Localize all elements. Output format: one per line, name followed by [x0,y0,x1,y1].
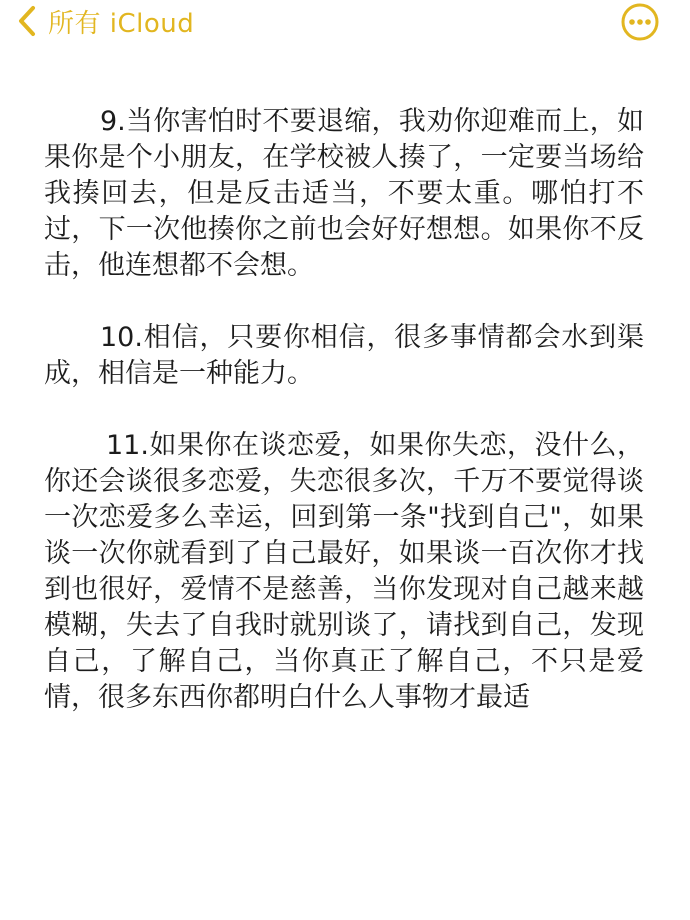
back-label: 所有 iCloud [48,8,195,39]
more-options-button[interactable] [620,2,660,42]
note-paragraph-11: 11.如果你在谈恋爱，如果你失恋，没什么，你还会谈很多恋爱，失恋很多次，千万不要觉得谈一次恋爱多么幸运，回到第一条"找到自己"，如果谈一次你就看到了自己最好，如果谈一百次你才找到也很好，爱情不是慈善，当你发现对自己越来越模糊，失去了自我时就别谈了，请找到自己，发现自己，了解自己，当你真正了解自己，不只是爱情，很多东西你都明白什么人事物才最适 [44,430,644,713]
chevron-left-icon [14,4,40,38]
navigation-bar [0,0,690,44]
note-paragraph-9: 9.当你害怕时不要退缩，我劝你迎难而上，如果你是个小朋友，在学校被人揍了，一定要当场给我揍回去，但是反击适当，不要太重。哪怕打不过，下一次他揍你之前也会好好想想。如果你不反击，他连想都不会想。 [44,106,644,281]
note-body[interactable] [44,104,644,716]
back-button[interactable] [14,2,194,40]
note-paragraph-10: 10.相信，只要你相信，很多事情都会水到渠成，相信是一种能力。 [44,322,644,389]
ellipsis-circle-icon [620,27,660,46]
